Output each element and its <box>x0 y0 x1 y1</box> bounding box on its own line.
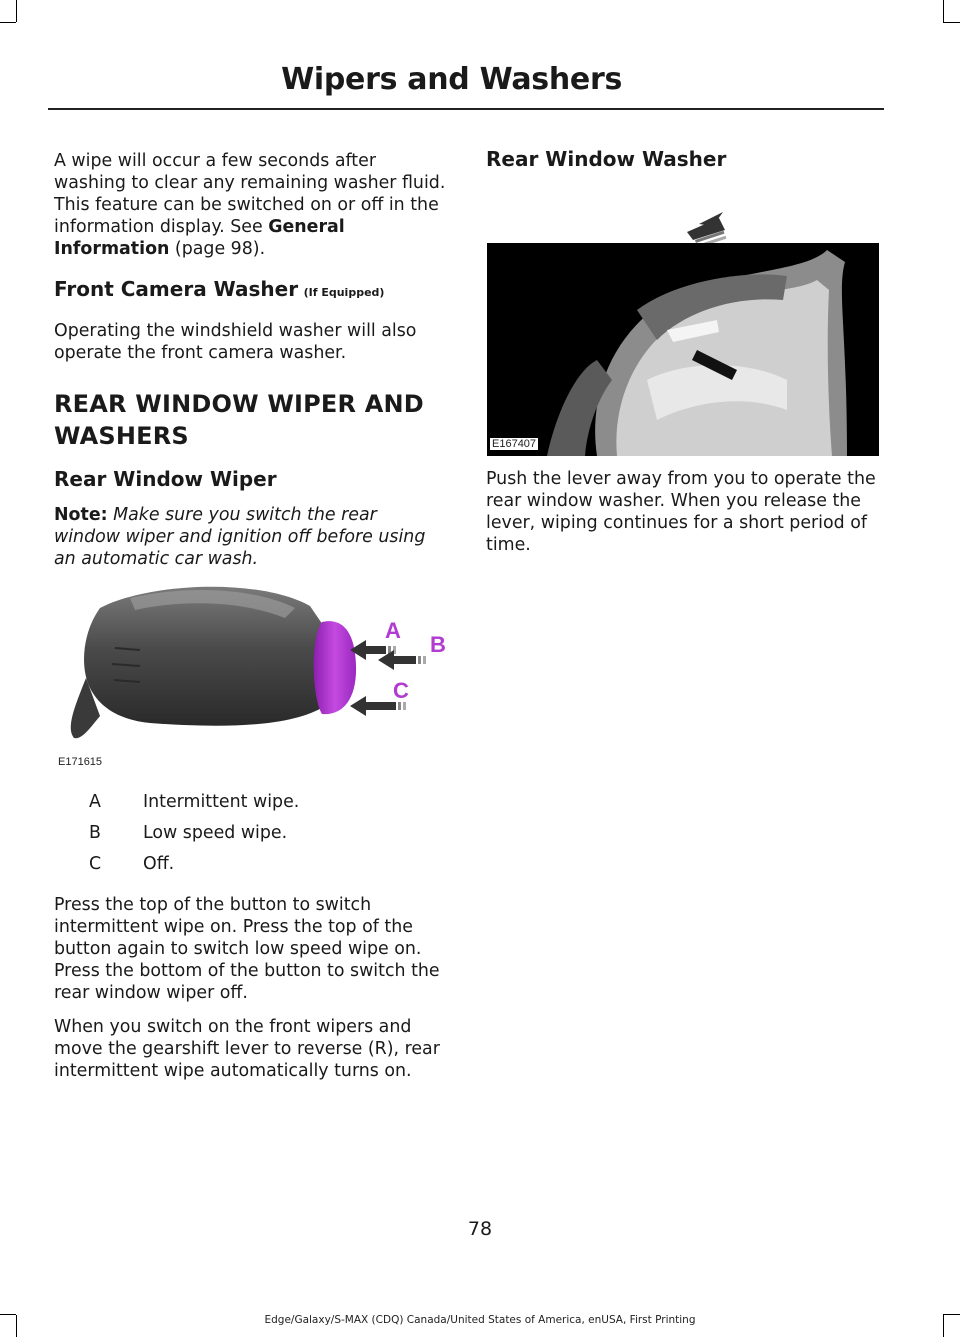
rear-washer-body: Push the lever away from you to operate the rear window washer. When you release the lever, wiping continues for a short period of time. <box>486 469 876 555</box>
rear-wiper-note <box>54 504 448 570</box>
legend-text: Low speed wipe. <box>143 823 288 843</box>
callout-b: B <box>430 632 446 657</box>
rear-washer-heading: Rear Window Washer <box>486 147 727 171</box>
legend-key: C <box>89 854 102 874</box>
rear-washer-figure <box>487 210 879 456</box>
intro-text: A wipe will occur a few seconds after washing to clear any remaining washer fluid. This feature can be switched on or off in the information display. See <box>54 151 446 237</box>
crop-mark <box>0 22 16 23</box>
figure-code: E167407 <box>492 438 537 450</box>
reverse-auto-wipe-text: When you switch on the front wipers and move the gearshift lever to reverse (R), rear intermittent wipe automatically turns on. <box>54 1017 440 1081</box>
rear-washer-illustration <box>487 210 879 456</box>
front-camera-body: Operating the windshield washer will also operate the front camera washer. <box>54 321 417 363</box>
section-heading-line-1: REAR WINDOW WIPER AND <box>54 390 424 418</box>
footer-edition: Edge/Galaxy/S-MAX (CDQ) Canada/United States of America, enUSA, First Printing <box>264 1314 696 1326</box>
push-away-arrow <box>687 212 726 248</box>
rear-wiper-heading: Rear Window Wiper <box>54 467 277 491</box>
page-header <box>48 58 884 110</box>
wiper-switch-figure <box>60 578 450 770</box>
legend-text: Intermittent wipe. <box>143 792 300 812</box>
legend-row-a <box>89 792 299 812</box>
general-information-link[interactable]: General Information <box>54 217 345 259</box>
legend-row-b <box>89 823 287 843</box>
legend-key: B <box>89 823 101 843</box>
note-label: Note: <box>54 505 108 525</box>
wiper-switch-illustration <box>60 578 450 770</box>
front-camera-heading <box>54 278 448 304</box>
front-camera-title: Front Camera Washer <box>54 277 299 301</box>
callout-c: C <box>393 678 409 703</box>
wiper-button-cap <box>314 621 356 714</box>
page-title: Wipers and Washers <box>281 62 622 97</box>
right-column-body <box>486 468 882 556</box>
left-column <box>54 150 448 570</box>
section-heading-line-2: WASHERS <box>54 422 189 450</box>
callout-a: A <box>385 618 401 643</box>
crop-mark <box>943 22 960 23</box>
crop-mark <box>943 0 944 22</box>
left-column-lower <box>54 894 448 1082</box>
crop-mark <box>16 0 17 22</box>
legend-row-c <box>89 854 174 874</box>
intro-page-ref: (page 98). <box>169 239 266 259</box>
right-column <box>486 148 882 170</box>
rear-wiper-instructions: Press the top of the button to switch intermittent wipe on. Press the top of the button again to switch low speed wipe on. Press the bottom of the button to switch the rear window wiper off. <box>54 895 440 1003</box>
if-equipped-label: (If Equipped) <box>303 286 385 299</box>
note-text: Make sure you switch the rear window wiper and ignition off before using an automatic car wash. <box>54 505 426 569</box>
page-number: 78 <box>467 1218 493 1240</box>
figure-code: E171615 <box>58 756 103 768</box>
legend-text: Off. <box>143 854 175 874</box>
intro-paragraph <box>54 150 448 260</box>
legend-key: A <box>89 792 101 812</box>
